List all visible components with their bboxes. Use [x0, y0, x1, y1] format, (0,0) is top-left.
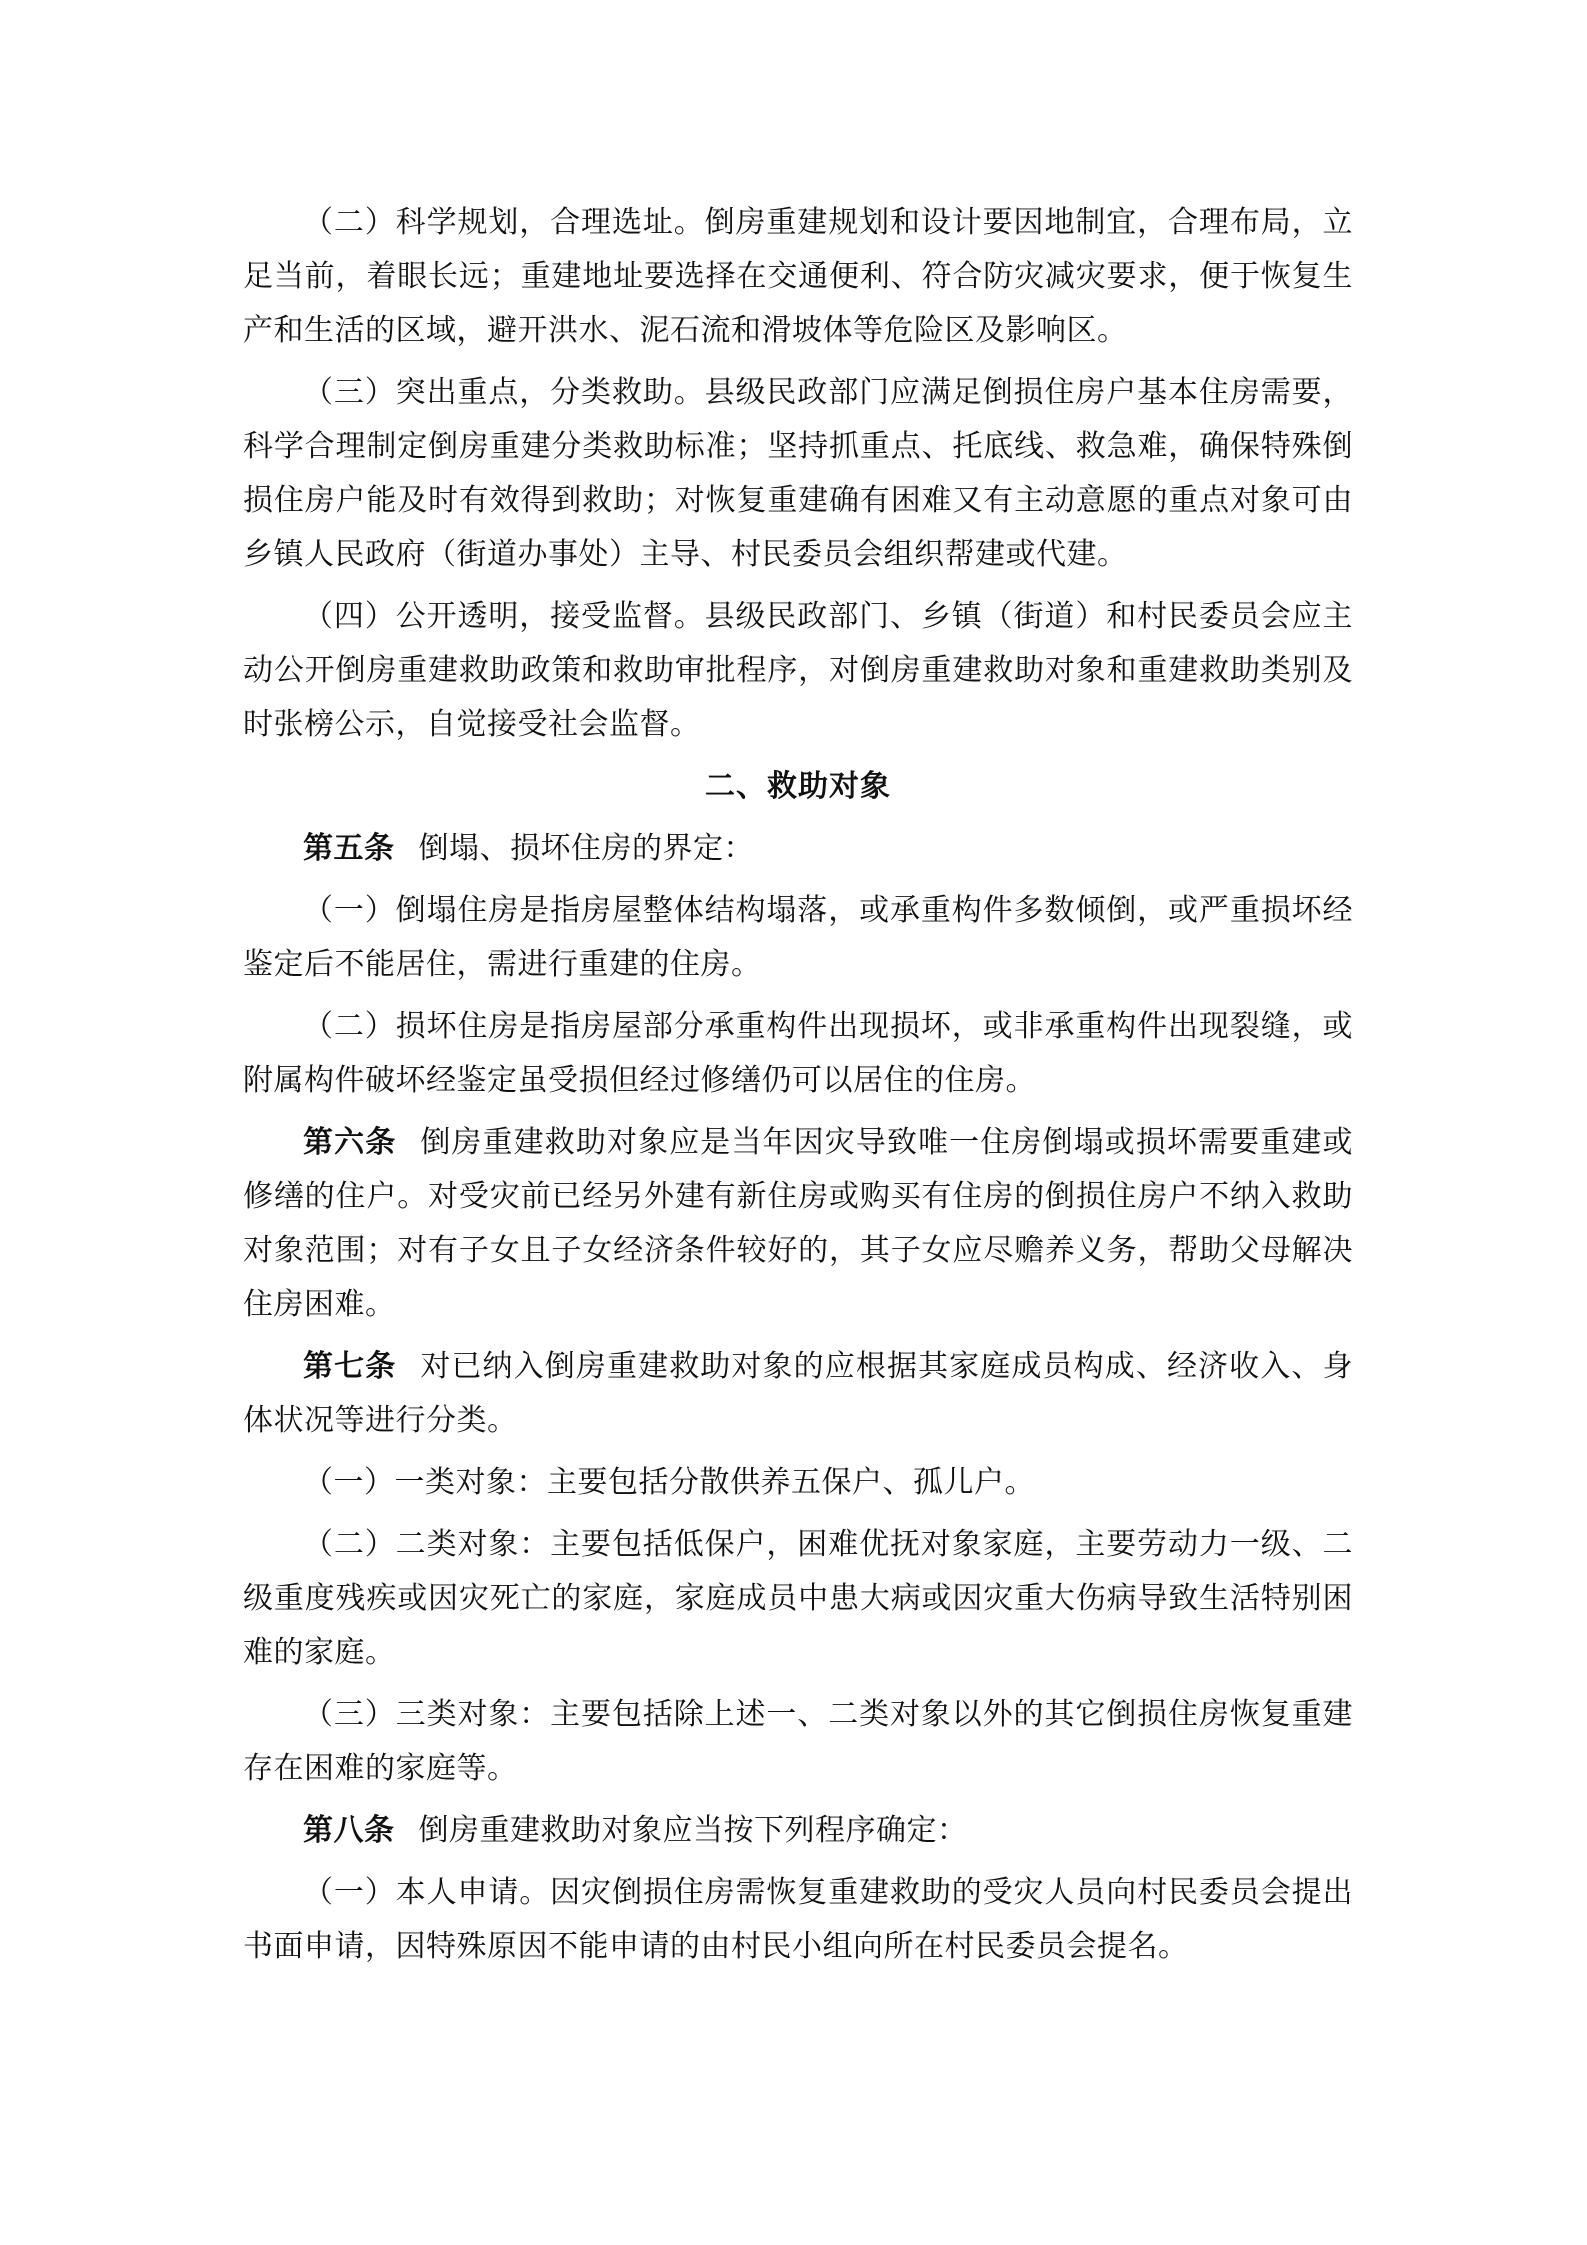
- paragraph-principle-2: （二）科学规划，合理选址。倒房重建规划和设计要因地制宜，合理布局，立足当前，着眼长远；重建地址要选择在交通便利、符合防灾减灾要求，便于恢复生产和生活的区域，避开洪水、泥石流和滑坡体等危险区及影响区。: [243, 205, 1353, 348]
- paragraph-collapsed-housing: （一）倒塌住房是指房屋整体结构塌落，或承重构件多数倾倒，或严重损坏经鉴定后不能居住，需进行重建的住房。: [243, 893, 1353, 982]
- article-5: [243, 822, 1353, 876]
- paragraph-class-1: （一）一类对象：主要包括分散供养五保户、孤儿户。: [303, 1465, 1035, 1500]
- article-label: 第七条: [303, 1349, 397, 1384]
- article-text: 倒塌、损坏住房的界定：: [418, 831, 754, 866]
- paragraph-class-2: （二）二类对象：主要包括低保户，困难优抚对象家庭，主要劳动力一级、二级重度残疾或因灾死亡的家庭，家庭成员中患大病或因灾重大伤病导致生活特别困难的家庭。: [243, 1527, 1353, 1670]
- paragraph-damaged-housing: （二）损坏住房是指房屋部分承重构件出现损坏，或非承重构件出现裂缝，或附属构件破坏经鉴定虽受损但经过修缮仍可以居住的住房。: [243, 1009, 1353, 1098]
- paragraph-class-3: （三）三类对象：主要包括除上述一、二类对象以外的其它倒损住房恢复重建存在困难的家庭等。: [243, 1697, 1353, 1786]
- article-label: 第六条: [303, 1125, 397, 1160]
- article-text: 倒房重建救助对象应是当年因灾导致唯一住房倒塌或损坏需要重建或修缮的住户。对受灾前已经另外建有新住房或购买有住房的倒损住房户不纳入救助对象范围；对有子女且子女经济条件较好的，其子女应尽赡养义务，帮助父母解决住房困难。: [243, 1125, 1353, 1322]
- article-label: 第八条: [303, 1813, 395, 1848]
- document-page: [243, 196, 1353, 1982]
- article-6: [243, 1116, 1353, 1332]
- article-text: 对已纳入倒房重建救助对象的应根据其家庭成员构成、经济收入、身体状况等进行分类。: [243, 1349, 1353, 1438]
- article-label: 第五条: [303, 831, 395, 866]
- article-8: [243, 1804, 1353, 1858]
- section-heading: 二、救助对象: [705, 769, 891, 804]
- article-7: [243, 1340, 1353, 1448]
- paragraph-application: （一）本人申请。因灾倒损住房需恢复重建救助的受灾人员向村民委员会提出书面申请，因特殊原因不能申请的由村民小组向所在村民委员会提名。: [243, 1875, 1353, 1964]
- paragraph-principle-4: （四）公开透明，接受监督。县级民政部门、乡镇（街道）和村民委员会应主动公开倒房重建救助政策和救助审批程序，对倒房重建救助对象和重建救助类别及时张榜公示，自觉接受社会监督。: [243, 599, 1353, 742]
- paragraph-principle-3: （三）突出重点，分类救助。县级民政部门应满足倒损住房户基本住房需要，科学合理制定倒房重建分类救助标准；坚持抓重点、托底线、救急难，确保特殊倒损住房户能及时有效得到救助；对恢复重建确有困难又有主动意愿的重点对象可由乡镇人民政府（街道办事处）主导、村民委员会组织帮建或代建。: [243, 375, 1353, 572]
- article-text: 倒房重建救助对象应当按下列程序确定：: [418, 1813, 968, 1848]
